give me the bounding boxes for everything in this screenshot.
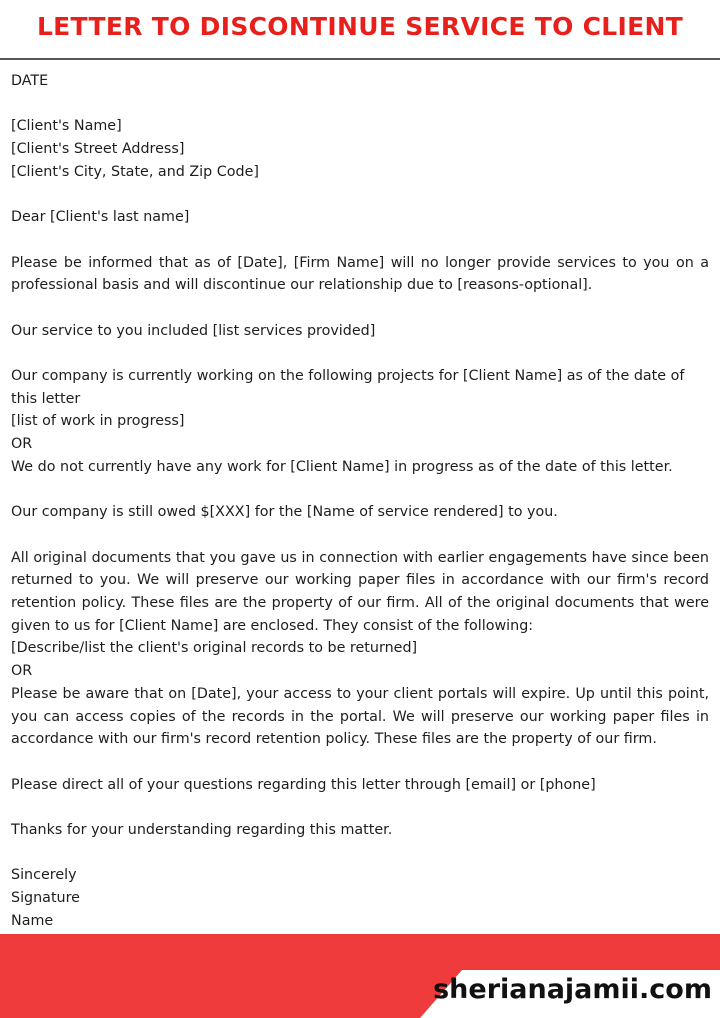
projects-current-line: Our company is currently working on the following projects for [Client Name] as of the date of this letter [11,368,685,407]
address-line-client-name: [Client's Name] [11,118,122,135]
page-title: LETTER TO DISCONTINUE SERVICE TO CLIENT [36,12,684,41]
page-header [0,0,720,58]
paragraph-services: Our service to you included [list services provided] [11,322,376,339]
header-divider [0,58,720,60]
projects-or-line: OR [11,436,33,453]
brand-watermark: sherianajamii.com [433,974,712,1005]
projects-none-line: We do not currently have any work for [Client Name] in progress as of the date of this letter. [11,458,673,475]
letter-address [11,115,709,183]
paragraph-owed: Our company is still owed $[XXX] for the [Name of service rendered] to you. [11,504,558,521]
closing-signature: Signature [11,890,80,907]
paragraph-projects [11,365,709,479]
letter-date: DATE [11,73,49,89]
closing-name: Name [11,912,54,929]
paragraph-questions: Please direct all of your questions regarding this letter through [email] or [phone] [11,776,596,793]
projects-list-line: [list of work in progress] [11,413,185,430]
letter-closing [11,864,709,932]
address-line-street: [Client's Street Address] [11,141,185,158]
documents-portal-text: Please be aware that on [Date], your access to your client portals will expire. Up until this point, you can access copies of the records in the portal. We will preserve our working paper files in accordance with our firm's record retention policy. These files are the property of our firm. [11,685,709,748]
letter-body [11,70,709,955]
paragraph-thanks: Thanks for your understanding regarding this matter. [11,822,393,839]
address-line-city-state-zip: [Client's City, State, and Zip Code] [11,163,259,180]
closing-sincerely: Sincerely [11,867,77,884]
documents-list-line: [Describe/list the client's original records to be returned] [11,640,418,657]
letter-salutation: Dear [Client's last name] [11,209,190,226]
documents-or-line: OR [11,663,33,680]
paragraph-informed: Please be informed that as of [Date], [Firm Name] will no longer provide services to you on a professional basis and will discontinue our relationship due to [reasons-optional]. [11,254,709,294]
documents-returned-text: All original documents that you gave us in connection with earlier engagements have since been returned to you. We will preserve our working paper files in accordance with our firm's record retention policy. These files are the property of our firm. All of the original documents that were given to us for [Client Name] are enclosed. They consist of the following: [11,549,709,634]
paragraph-documents [11,547,709,751]
